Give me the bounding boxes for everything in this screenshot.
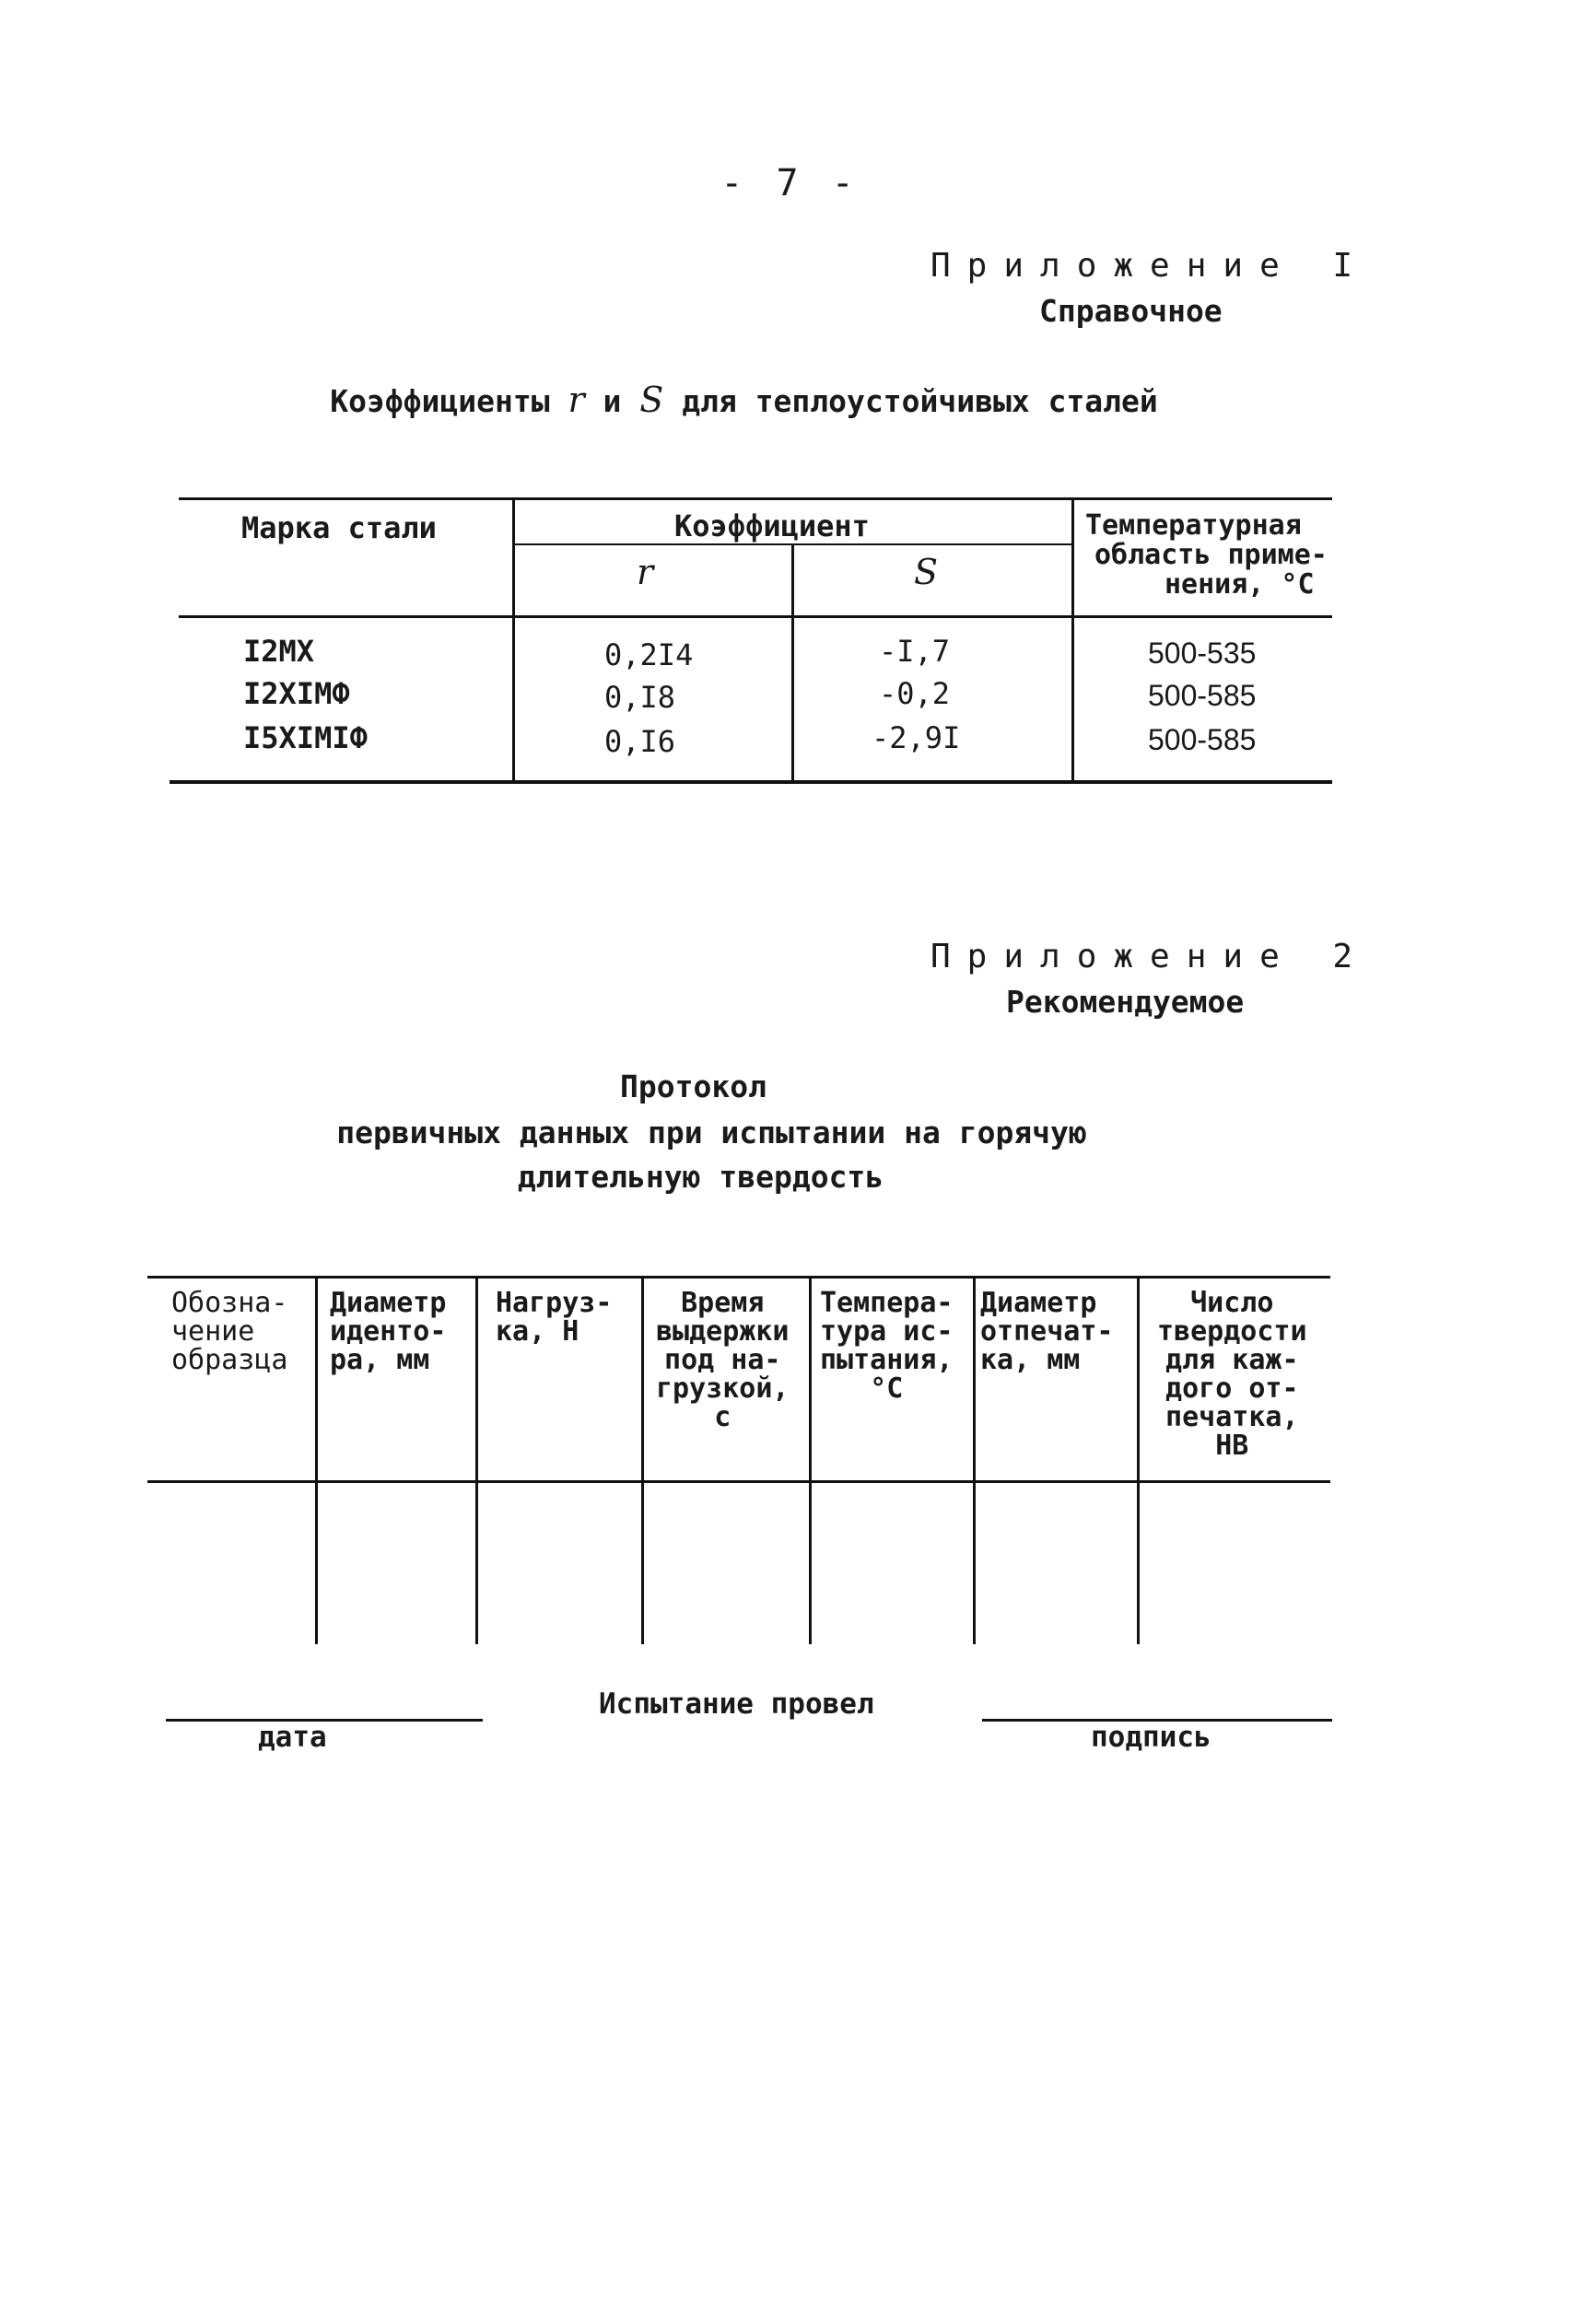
row-2-grade: I2XIMФ: [243, 676, 350, 711]
header-load: Нагруз- ка, Н: [496, 1287, 613, 1348]
header-hold-time: Время выдержки под на- грузкой, с: [656, 1287, 790, 1433]
appendix-1-title: Приложение I: [930, 247, 1370, 285]
header-steel-grade: Марка стали: [241, 510, 437, 545]
appendix-2-subtitle: Рекомендуемое: [1006, 984, 1245, 1020]
header-temp-line2: область приме-: [1094, 539, 1328, 571]
caption-prefix: Коэффициенты: [330, 383, 550, 419]
appendix-1-subtitle: Справочное: [1039, 293, 1223, 329]
tested-by-label: Испытание провел: [599, 1688, 874, 1721]
signature-label: подпись: [1091, 1721, 1211, 1754]
caption-r-symbol: r: [568, 380, 585, 420]
page-number: - 7 -: [720, 162, 860, 204]
protocol-col-divider-6: [1137, 1276, 1140, 1644]
protocol-col-divider-2: [475, 1276, 478, 1644]
caption-s-symbol: S: [639, 380, 664, 420]
col-divider-3: [1071, 497, 1074, 784]
header-temp-line3: нения, °С: [1165, 568, 1315, 601]
row-1-temp: 500-535: [1148, 636, 1257, 670]
row-3-s: -2,9I: [872, 720, 961, 755]
protocol-table-top-rule: [147, 1276, 1330, 1279]
row-3-grade: I5XIMIФ: [243, 720, 368, 755]
row-2-s: -0,2: [879, 676, 951, 711]
header-coefficient: Коэффициент: [674, 508, 870, 543]
caption-suffix: для теплоустойчивых сталей: [682, 383, 1158, 419]
protocol-col-divider-4: [809, 1276, 812, 1644]
row-1-s: -I,7: [879, 634, 951, 669]
header-temp-line1: Температурная: [1085, 509, 1302, 542]
header-bottom-rule: [179, 615, 1332, 618]
header-print-diameter: Диаметр отпечат- ка, мм: [980, 1287, 1114, 1376]
row-3-r: 0,I6: [604, 724, 676, 759]
caption-and: и: [603, 383, 622, 419]
appendix-2-title: Приложение 2: [930, 938, 1370, 975]
protocol-subtitle-line2: длительную твердость: [517, 1159, 884, 1195]
protocol-col-divider-5: [973, 1276, 976, 1644]
row-2-temp: 500-585: [1148, 679, 1257, 712]
header-r: r: [637, 552, 654, 592]
col-divider-1: [512, 497, 515, 784]
table-bottom-rule: [170, 780, 1332, 784]
header-test-temperature: Темпера- тура ис- пытания, °С: [820, 1287, 954, 1405]
row-1-r: 0,2I4: [604, 637, 694, 672]
protocol-subtitle-line1: первичных данных при испытании на горячую: [336, 1115, 1087, 1150]
header-indenter-diameter: Диаметр иденто- ра, мм: [330, 1287, 447, 1376]
header-s: S: [914, 552, 939, 592]
protocol-table: [147, 1276, 1330, 1644]
row-3-temp: 500-585: [1148, 723, 1257, 756]
protocol-header-rule: [147, 1480, 1330, 1483]
table-1-caption: [0, 380, 1488, 420]
protocol-col-divider-3: [641, 1276, 644, 1644]
col-divider-2: [791, 543, 794, 784]
header-sample-id: Обозна- чение образца: [171, 1287, 288, 1376]
row-2-r: 0,I8: [604, 680, 676, 715]
protocol-title: Протокол: [620, 1069, 767, 1104]
header-hardness-number: Число твердости для каж- дого от- печатка, НВ: [1157, 1287, 1307, 1462]
row-1-grade: I2MX: [243, 634, 315, 669]
table-top-rule: [179, 497, 1332, 500]
date-label: дата: [258, 1721, 327, 1754]
coefficients-table: [170, 497, 1332, 785]
protocol-col-divider-1: [315, 1276, 318, 1644]
